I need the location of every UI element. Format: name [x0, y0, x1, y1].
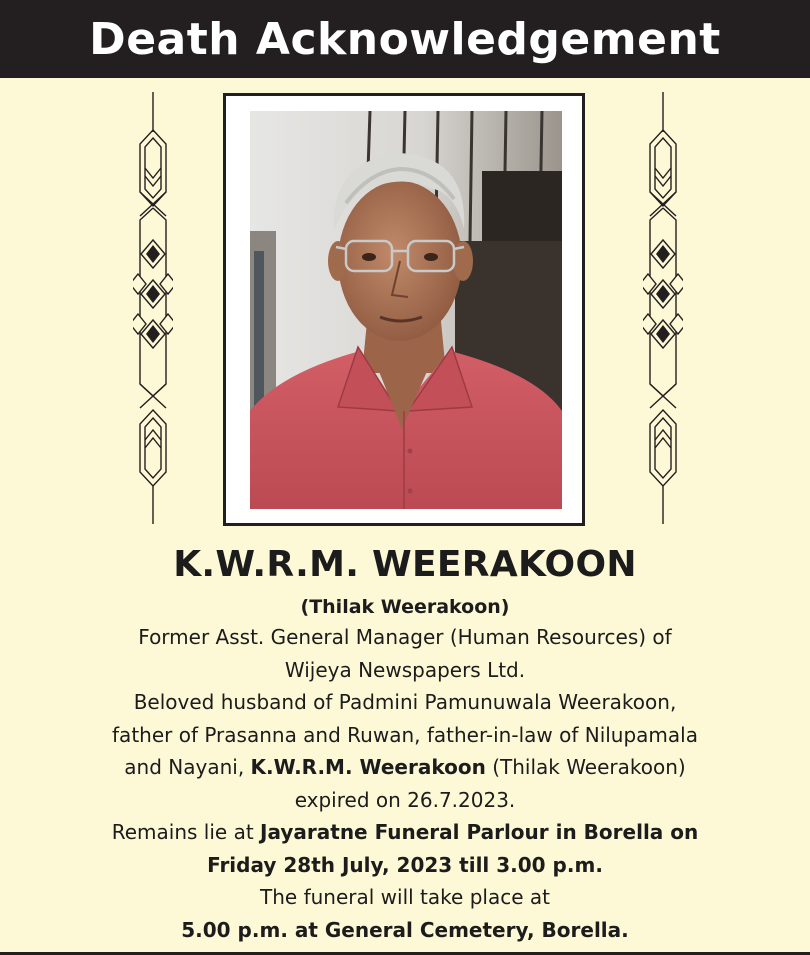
funeral-line: The funeral will take place at: [260, 885, 550, 909]
page-title: Death Acknowledgement: [89, 13, 721, 65]
funeral-time: 5.00 p.m. at General Cemetery, Borella.: [181, 917, 629, 942]
deceased-name: K.W.R.M. WEERAKOON: [173, 544, 637, 585]
family-line-1: Beloved husband of Padmini Pamunuwala Weerakoon,: [133, 690, 677, 714]
notice-text: [0, 537, 810, 946]
page-title-banner: [0, 0, 810, 78]
deceased-alias: (Thilak Weerakoon): [300, 596, 510, 618]
family-line-2: father of Prasanna and Ruwan, father-in-law of Nilupamala: [112, 722, 698, 747]
remains-prefix: Remains lie at: [111, 820, 254, 844]
family-line-3-name: K.W.R.M. Weerakoon: [250, 755, 486, 779]
position-line-2: Wijeya Newspapers Ltd.: [284, 657, 526, 682]
remains-location: Jayaratne Funeral Parlour in Borella on: [260, 820, 699, 844]
remains-time: Friday 28th July, 2023 till 3.00 p.m.: [207, 852, 603, 877]
family-line-3-alias: (Thilak Weerakoon): [492, 755, 686, 779]
decorative-ornament-left: [133, 92, 173, 524]
decorative-ornament-right: [643, 92, 683, 524]
position-line-1: Former Asst. General Manager (Human Resources) of: [138, 625, 672, 649]
remains-line: [0, 816, 810, 849]
expired-line: expired on 26.7.2023.: [294, 787, 516, 812]
family-line-3-prefix: and Nayani,: [124, 755, 245, 779]
portrait-frame: [223, 93, 585, 526]
family-line-3: [0, 751, 810, 784]
portrait-photo: [250, 111, 562, 509]
